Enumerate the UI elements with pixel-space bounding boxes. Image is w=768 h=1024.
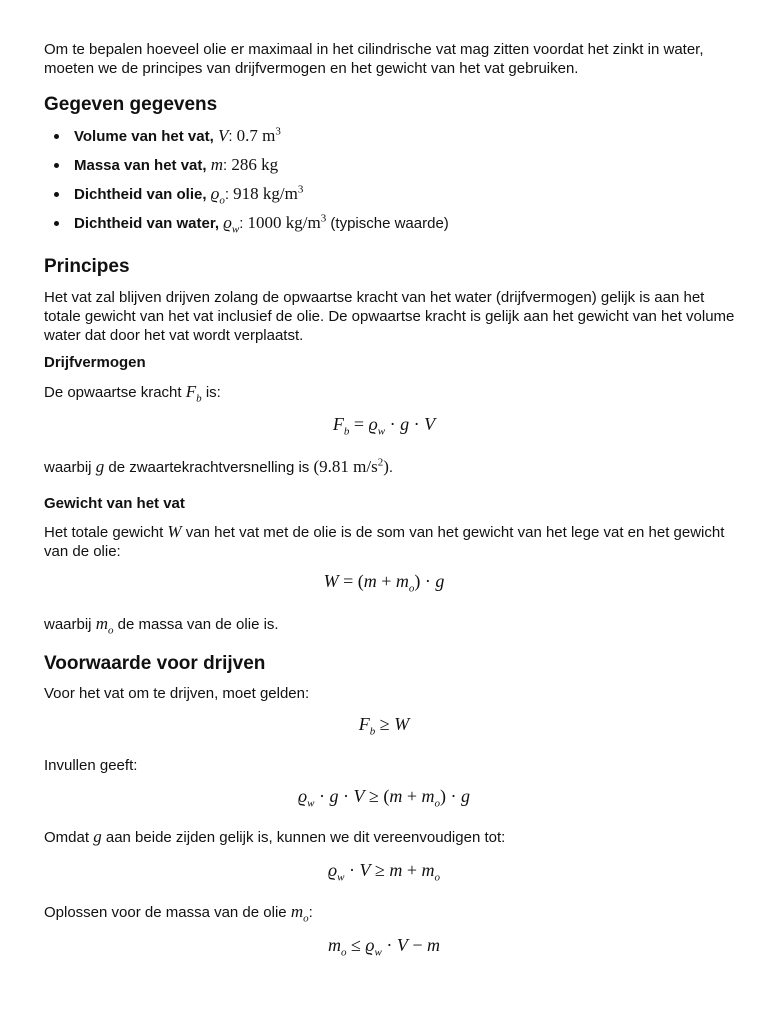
weight-text-after: van het vat met de olie is de som van het gewicht van het lege vat en het gewicht van de olie: (44, 524, 725, 560)
oil-mass-text: waarbij $m_o$ de massa van de olie is. (44, 614, 279, 637)
equation-buoyancy: $F_b = ϱ_w \cdot g \cdot V$ (332, 414, 436, 438)
given-label: Volume van het vat, (74, 128, 218, 145)
given-value: 918 $kg/m^3$ (233, 183, 304, 203)
gravity-where-before: waarbij (44, 459, 92, 476)
equation-condition: $F_b \ge W$ (358, 714, 410, 738)
buoyancy-text (44, 382, 738, 405)
weight-symbol: W (167, 522, 182, 541)
weight-text-before: Het totale gewicht (44, 524, 164, 541)
condition-text-1: Voor het vat om te drijven, moet gelden: (44, 685, 310, 702)
given-label: Dichtheid van olie, (74, 186, 211, 203)
heading-weight: Gewicht van het vat (44, 495, 185, 512)
gravity-where-after: de zwaartekrachtversnelling is (108, 459, 310, 476)
given-note: (typische waarde) (326, 215, 449, 232)
intro-paragraph: Om te bepalen hoeveel olie er maximaal in het cilindrische vat mag zitten voordat het zinkt in water, moeten we de principes van drijfvermogen en het gewicht van het vat gebruiken. (44, 41, 704, 77)
heading-condition: Voorwaarde voor drijven (44, 653, 266, 674)
given-item-volume: Volume van het vat, V: 0.7 $m^3$ (44, 126, 449, 155)
equation-simplified: $ϱ_w \cdot V \ge m + m_o$ (327, 860, 441, 884)
given-value: 0.7 $m^3$ (236, 125, 281, 145)
given-item-oil-density: Dichtheid van olie, $ϱ_o$: 918 $kg/m^3$ (44, 184, 449, 213)
gravity-text: waarbij g de zwaartekrachtversnelling is (9.81 $m/s^2$). (44, 456, 394, 476)
given-symbol: m (210, 155, 224, 174)
condition-text-2: Invullen geeft: (44, 757, 138, 774)
buoyancy-text-after: is: (205, 384, 221, 401)
equation-solution: $m_o \le ϱ_w \cdot V - m$ (327, 935, 441, 959)
equation-substituted: $ϱ_w \cdot g \cdot V \ge (m + m_o) \cdot g$ (297, 786, 470, 810)
given-value: 286 kg (231, 155, 279, 174)
principles-paragraph: Het vat zal blijven drijven zolang de opwaartse kracht van het water (drijfvermogen) gelijk is aan het totale gewicht van het vat inclusief de olie. De opwaartse kracht is gelijk aan het gewicht van het volume water dat door het vat wordt verplaatst. (44, 289, 735, 344)
gravity-value: (9.81 $m/s^2$) (313, 456, 389, 476)
heading-buoyancy: Drijfvermogen (44, 354, 146, 371)
equation-weight: $W = (m + m_o) \cdot g$ (323, 571, 445, 595)
given-list (44, 126, 449, 242)
heading-given: Gegeven gegevens (44, 94, 218, 115)
heading-principles: Principes (44, 256, 130, 277)
given-item-mass: Massa van het vat, m: 286 kg (44, 155, 449, 184)
given-symbol: $ϱ_o$ (210, 184, 225, 207)
given-item-water-density: Dichtheid van water, $ϱ_w$: 1000 $kg/m^3$ (typische waarde) (44, 213, 449, 242)
condition-text-3: Omdat g aan beide zijden gelijk is, kunnen we dit vereenvoudigen tot: (44, 827, 506, 846)
weight-text (44, 522, 738, 561)
given-value: 1000 $kg/m^3$ (247, 212, 327, 232)
condition-text-4: Oplossen voor de massa van de olie $m_o$: (44, 902, 313, 925)
given-label: Massa van het vat, (74, 157, 211, 174)
given-label: Dichtheid van water, (74, 215, 224, 232)
given-symbol: $ϱ_w$ (223, 213, 240, 236)
buoyancy-symbol: $F_b$ (185, 382, 202, 405)
buoyancy-text-before: De opwaartse kracht (44, 384, 182, 401)
given-symbol: V (217, 126, 229, 145)
